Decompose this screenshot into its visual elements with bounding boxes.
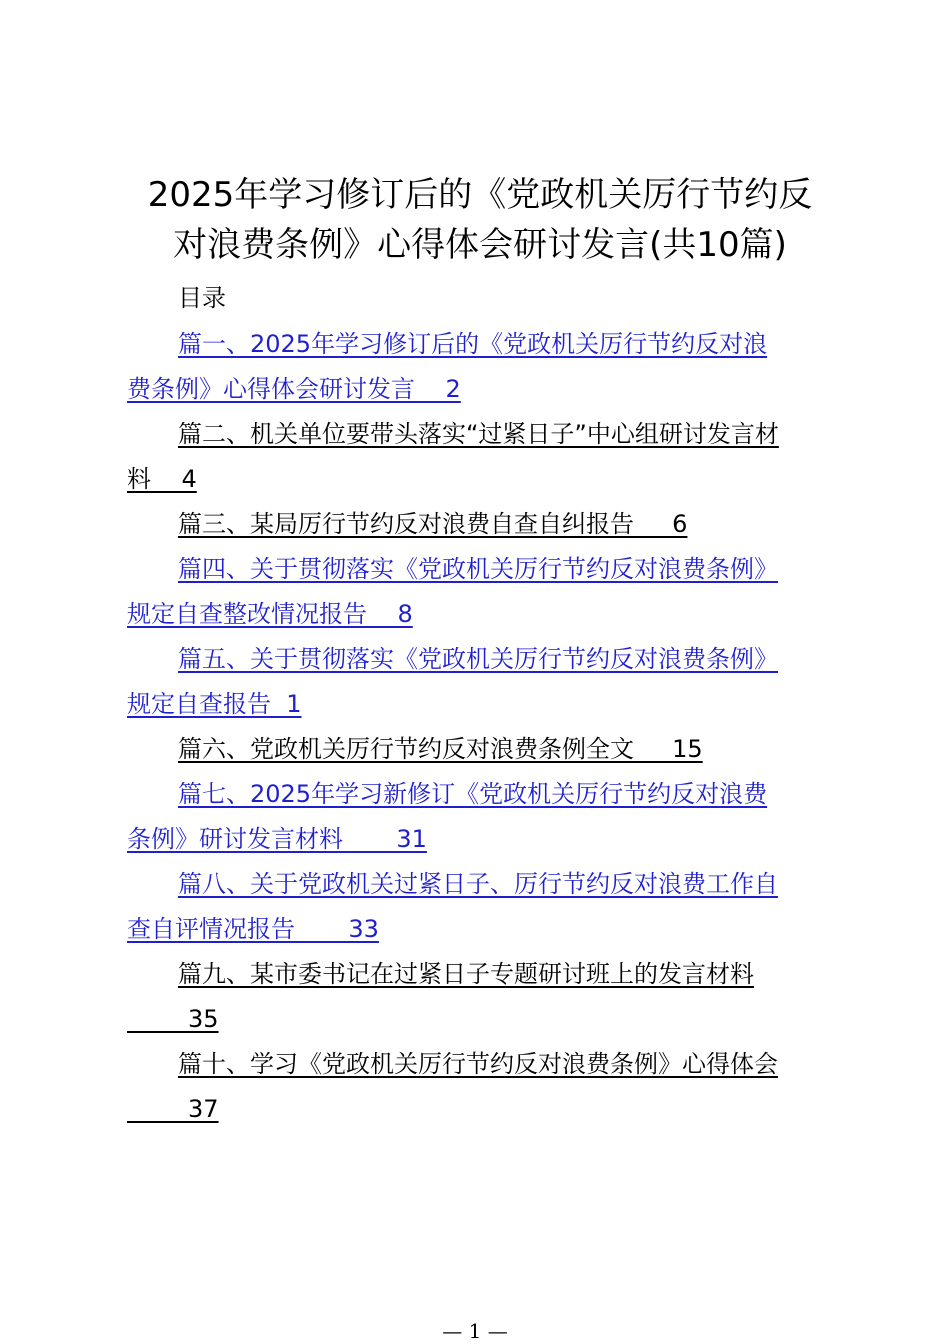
toc-entry-4[interactable]: 篇四、关于贯彻落实《党政机关厉行节约反对浪费条例》 规定自查整改情况报告 8 [127,555,778,628]
toc-entry-3[interactable]: 篇三、某局厉行节约反对浪费自查自纠报告 6 [178,510,688,538]
toc-entry-1[interactable]: 篇一、2025年学习修订后的《党政机关厉行节约反对浪 费条例》心得体会研讨发言 2 [127,330,768,403]
document-title [100,170,860,270]
toc-entry-2[interactable]: 篇二、机关单位要带头落实“过紧日子”中心组研讨发言材 料 4 [127,420,779,493]
page-number: — 1 — [442,1319,508,1343]
title-line-1: 2025年学习修订后的《党政机关厉行节约反 [147,175,813,215]
toc-entry-5[interactable]: 篇五、关于贯彻落实《党政机关厉行节约反对浪费条例》 规定自查报告 1 [127,645,778,718]
table-of-contents [127,322,819,1132]
toc-entry-9[interactable]: 篇九、某市委书记在过紧日子专题研讨班上的发言材料 35 [127,960,754,1033]
title-line-2: 对浪费条例》心得体会研讨发言(共10篇) [173,225,787,265]
toc-entry-8[interactable]: 篇八、关于党政机关过紧日子、厉行节约反对浪费工作自 查自评情况报告 33 [127,870,778,943]
toc-entry-6[interactable]: 篇六、党政机关厉行节约反对浪费条例全文 15 [178,735,703,763]
toc-heading: 目录 [178,284,226,312]
toc-entry-7[interactable]: 篇七、2025年学习新修订《党政机关厉行节约反对浪费 条例》研讨发言材料 31 [127,780,768,853]
toc-entry-10[interactable]: 篇十、学习《党政机关厉行节约反对浪费条例》心得体会 37 [127,1050,778,1123]
